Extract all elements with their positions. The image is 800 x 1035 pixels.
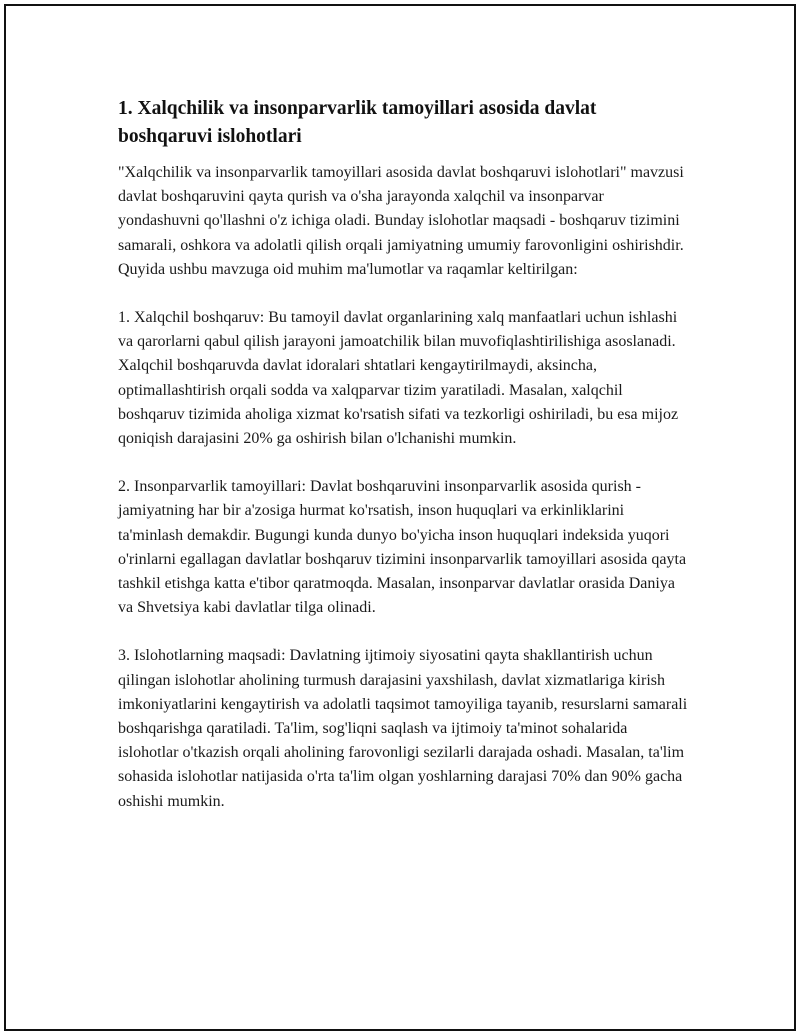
document-body — [118, 95, 688, 838]
paragraph-islohotlar-maqsadi: 3. Islohotlarning maqsadi: Davlatning ijtimoiy siyosatini qayta shakllantirish uchun qilingan islohotlar aholining turmush darajasini yaxshilash, davlat xizmatlariga kirish imkoniyatlarini kengaytirish va adolatli taqsimot tamoyiliga tayanib, resurslarni samarali boshqarishga qaratiladi. Ta'lim, sog'liqni saqlash va ijtimoiy ta'minot sohalarida islohotlar o'tkazish orqali aholining farovonligi sezilarli darajada oshadi. Masalan, ta'lim sohasida islohotlar natijasida o'rta ta'lim olgan yoshlarning darajasi 70% dan 90% gacha oshishi mumkin. — [118, 647, 688, 810]
document-title: 1. Xalqchilik va insonparvarlik tamoyillari asosida davlat boshqaruvi islohotlari — [118, 98, 597, 147]
intro-paragraph: "Xalqchilik va insonparvarlik tamoyillari asosida davlat boshqaruvi islohotlari" mavzusi davlat boshqaruvini qayta qurish va o'sha jarayonda xalqchil va insonparvar yondashuvni qo'llashni o'z ichiga oladi. Bunday islohotlar maqsadi - boshqaruv tizimini samarali, oshkora va adolatli qilish orqali jamiyatning umumiy farovonligini oshirishdir. Quyida ushbu mavzuga oid muhim ma'lumotlar va raqamlar keltirilgan: — [118, 164, 684, 278]
paragraph-insonparvarlik: 2. Insonparvarlik tamoyillari: Davlat boshqaruvini insonparvarlik asosida qurish - jamiyatning har bir a'zosiga hurmat ko'rsatish, inson huquqlari va erkinliklarini ta'minlash demakdir. Bugungi kunda dunyo bo'yicha inson huquqlari indeksida yuqori o'rinlarni egallagan davlatlar boshqaruv tizimini insonparvarlik tamoyillari asosida qayta tashkil etishga katta e'tibor qaratmoqda. Masalan, insonparvar davlatlar orasida Daniya va Shvetsiya kabi davlatlar tilga olinadi. — [118, 478, 687, 617]
paragraph-xalqchil-boshqaruv: 1. Xalqchil boshqaruv: Bu tamoyil davlat organlarining xalq manfaatlari uchun ishlashi va qarorlarni qabul qilish jarayoni jamoatchilik bilan muvofiqlashtirilishiga asoslanadi. Xalqchil boshqaruvda davlat idoralari shtatlari kengaytirilmaydi, aksincha, optimallashtirish orqali sodda va xalqparvar tizim yaratiladi. Masalan, xalqchil boshqaruv tizimida aholiga xizmat ko'rsatish sifati va tezkorligi oshiriladi, bu esa mijoz qoniqish darajasini 20% ga oshirish bilan o'lchanishi mumkin. — [118, 309, 679, 448]
